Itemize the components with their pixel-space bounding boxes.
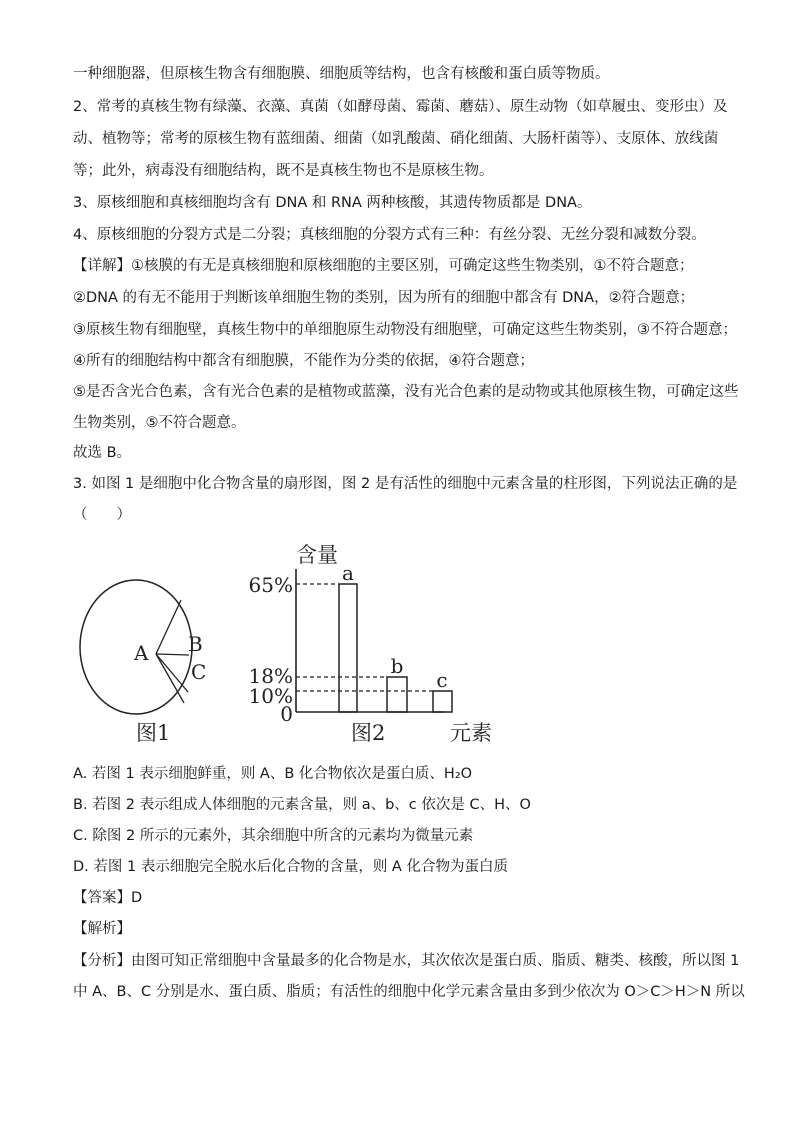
figure-2-bar-chart	[249, 543, 492, 745]
text-line: 3、原核细胞和真核细胞均含有 DNA 和 RNA 两种核酸，其遗传物质都是 DNA。	[73, 195, 592, 211]
analysis-heading: 【解析】	[73, 921, 131, 937]
option-a: A. 若图 1 表示细胞鲜重，则 A、B 化合物依次是蛋白质、H₂O	[73, 766, 473, 782]
bar-b	[387, 677, 407, 712]
bar-a	[339, 584, 357, 712]
pie-slice-divider	[156, 654, 189, 655]
detail-line: ③原核生物有细胞壁，真核生物中的单细胞原生动物没有细胞壁，可确定这些生物类别，③不符合题意；	[73, 322, 737, 338]
y-tick-18: 18%	[248, 664, 293, 688]
y-axis-label: 含量	[296, 543, 338, 567]
analysis-line: 中 A、B、C 分别是水、蛋白质、脂质；有活性的细胞中化学元素含量由多到少依次为 O＞C＞H＞N 所以	[73, 984, 745, 1000]
question-stem: 3. 如图 1 是细胞中化合物含量的扇形图，图 2 是有活性的细胞中元素含量的柱形图，下列说法正确的是	[73, 476, 738, 492]
option-c: C. 除图 2 所示的元素外，其余细胞中所含的元素均为微量元素	[73, 828, 474, 844]
question-figure	[60, 535, 520, 750]
figure-1-caption: 图1	[136, 721, 171, 745]
x-axis-label: 元素	[450, 721, 492, 745]
answer-choice-line: 故选 B。	[73, 445, 132, 461]
detail-line: ④所有的细胞结构中都含有细胞膜，不能作为分类的依据，④符合题意；	[73, 353, 534, 369]
y-tick-10: 10%	[248, 684, 293, 708]
text-line: 动、植物等；常考的原核生物有蓝细菌、细菌（如乳酸菌、硝化细菌、大肠杆菌等）、支原体、放线菌	[73, 131, 719, 147]
pie-slice-divider	[156, 600, 181, 654]
y-tick-65: 65%	[248, 573, 293, 597]
detail-line: 【详解】①核膜的有无是真核细胞和原核细胞的主要区别，可确定这些生物类别，①不符合题意；	[73, 258, 694, 274]
y-tick-0: 0	[280, 702, 293, 726]
pie-slice-divider	[156, 654, 184, 703]
answer-line: 【答案】D	[73, 890, 143, 906]
question-stem: （ ）	[73, 507, 131, 523]
pie-label-a: A	[134, 641, 149, 665]
analysis-line: 【分析】由图可知正常细胞中含量最多的化合物是水，其次依次是蛋白质、脂质、糖类、核酸，所以图 1	[73, 953, 740, 969]
text-line: 等；此外，病毒没有细胞结构，既不是真核生物也不是原核生物。	[73, 163, 494, 179]
text-line: 2、常考的真核生物有绿藻、衣藻、真菌（如酵母菌、霉菌、蘑菇）、原生动物（如草履虫、变形虫）及	[73, 99, 728, 115]
bar-label-b: b	[390, 654, 404, 678]
pie-slice-divider	[156, 654, 188, 692]
text-line: 一种细胞器，但原核生物含有细胞膜、细胞质等结构，也含有核酸和蛋白质等物质。	[73, 66, 610, 82]
figure-2-caption: 图2	[351, 721, 386, 745]
option-d: D. 若图 1 表示细胞完全脱水后化合物的含量，则 A 化合物为蛋白质	[73, 859, 508, 875]
detail-line: ⑤是否含光合色素，含有光合色素的是植物或蓝藻，没有光合色素的是动物或其他原核生物，可确定这些	[73, 384, 739, 400]
detail-line: ②DNA 的有无不能用于判断该单细胞生物的类别，因为所有的细胞中都含有 DNA，②符合题意；	[73, 290, 695, 306]
detail-line: 生物类别，⑤不符合题意。	[73, 415, 246, 431]
option-b: B. 若图 2 表示组成人体细胞的元素含量，则 a、b、c 依次是 C、H、O	[73, 797, 531, 813]
bar-label-a: a	[342, 561, 354, 585]
bar-label-c: c	[436, 668, 448, 692]
bar-c	[433, 691, 452, 712]
pie-label-c: C	[191, 660, 207, 684]
figure-1-pie	[80, 580, 206, 745]
text-line: 4、原核细胞的分裂方式是二分裂；真核细胞的分裂方式有三种：有丝分裂、无丝分裂和减数分裂。	[73, 227, 706, 243]
pie-label-b: B	[188, 632, 203, 656]
